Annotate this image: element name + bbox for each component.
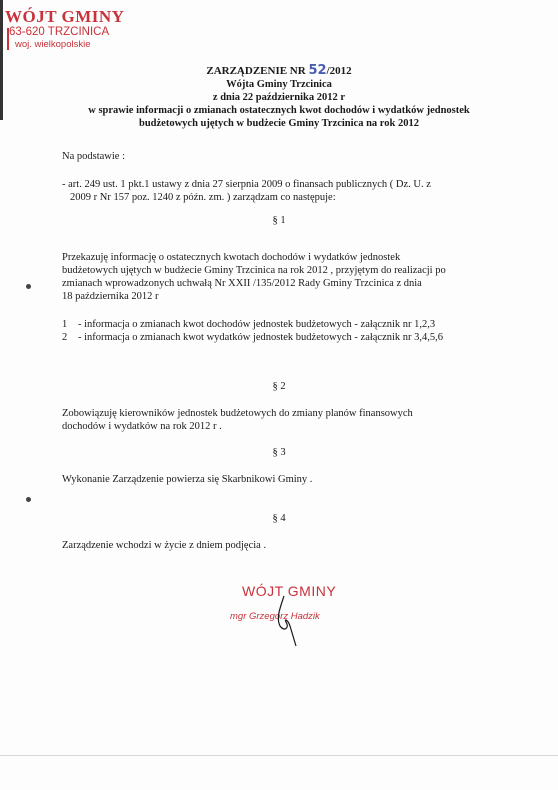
stamp-line-2: 63-620 TRZCINICA bbox=[9, 26, 110, 38]
list-item-1-number: 1 bbox=[62, 319, 68, 330]
list-item-2-number: 2 bbox=[62, 332, 68, 343]
section-1-line-3: zmianach wprowadzonych uchwałą Nr XXII /135/2012 Rady Gminy Trzcinica z dnia bbox=[62, 278, 422, 289]
section-1-heading: § 1 bbox=[272, 215, 286, 226]
section-1-line-1: Przekazuję informację o ostatecznych kwotach dochodów i wydatków jednostek bbox=[62, 252, 401, 263]
subject-line-2: budżetowych ujętych w budżecie Gminy Trzcinica na rok 2012 bbox=[139, 118, 419, 129]
list-item-1-text: - informacja o zmianach kwot dochodów jednostek budżetowych - załącznik nr 1,2,3 bbox=[78, 319, 436, 330]
list-item-2-text: - informacja o zmianach kwot wydatków jednostek budżetowych - załącznik nr 3,4,5,6 bbox=[78, 332, 444, 343]
punch-mark-1 bbox=[26, 284, 31, 289]
document-title bbox=[0, 64, 558, 78]
scan-bottom-edge bbox=[0, 755, 558, 756]
section-1-line-4: 18 października 2012 r bbox=[62, 291, 159, 302]
subject-line-1: w sprawie informacji o zmianach ostatecznych kwot dochodów i wydatków jednostek bbox=[88, 105, 470, 116]
issuer: Wójta Gminy Trzcinica bbox=[226, 79, 332, 90]
signature-title: WÓJT GMINY bbox=[242, 583, 337, 599]
handwritten-signature-icon bbox=[270, 592, 310, 652]
title-number: 52 bbox=[308, 63, 327, 78]
section-4-heading: § 4 bbox=[272, 513, 286, 524]
stamp-line-3: woj. wielkopolskie bbox=[15, 39, 91, 50]
issue-date: z dnia 22 października 2012 r bbox=[212, 92, 346, 103]
section-1-line-2: budżetowych ujętych w budżecie Gminy Trzcinica na rok 2012 , przyjętym do realizacji po bbox=[62, 265, 446, 276]
section-4-line-1: Zarządzenie wchodzi w życie z dniem podjęcia . bbox=[62, 540, 267, 551]
basis-line-2: 2009 r Nr 157 poz. 1240 z późn. zm. ) zarządzam co następuje: bbox=[70, 192, 336, 203]
section-3-heading: § 3 bbox=[272, 447, 286, 458]
section-2-line-2: dochodów i wydatków na rok 2012 r . bbox=[62, 421, 222, 432]
title-suffix: /2012 bbox=[326, 65, 352, 77]
signature-name: mgr Grzegorz Hadzik bbox=[230, 611, 320, 622]
section-2-heading: § 2 bbox=[272, 381, 286, 392]
stamp-line-1: WÓJT GMINY bbox=[5, 7, 125, 26]
section-3-line-1: Wykonanie Zarządzenie powierza się Skarbnikowi Gminy . bbox=[62, 474, 313, 485]
title-prefix: ZARZĄDZENIE NR bbox=[206, 65, 309, 77]
basis-line-1: - art. 249 ust. 1 pkt.1 ustawy z dnia 27 sierpnia 2009 o finansach publicznych ( Dz. U. z bbox=[62, 179, 431, 190]
basis-intro: Na podstawie : bbox=[62, 151, 125, 162]
office-stamp bbox=[5, 8, 124, 50]
punch-mark-2 bbox=[26, 497, 31, 502]
section-2-line-1: Zobowiązuję kierowników jednostek budżetowych do zmiany planów finansowych bbox=[62, 408, 413, 419]
